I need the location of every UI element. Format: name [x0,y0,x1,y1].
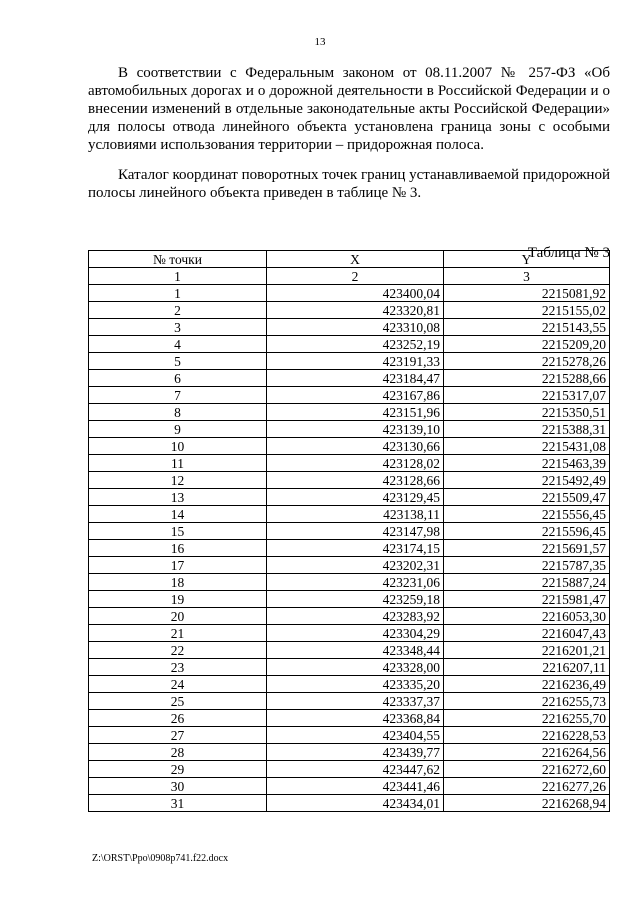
table-row [89,727,610,744]
x-coordinate-cell: 423252,19 [267,336,444,353]
header-y: Y [444,251,610,268]
table-row [89,336,610,353]
point-number-cell: 24 [89,676,267,693]
point-number-cell: 6 [89,370,267,387]
y-coordinate-cell: 2215143,55 [444,319,610,336]
y-coordinate-cell: 2216268,94 [444,795,610,812]
point-number-cell: 14 [89,506,267,523]
point-number-cell: 30 [89,778,267,795]
x-coordinate-cell: 423335,20 [267,676,444,693]
x-coordinate-cell: 423310,08 [267,319,444,336]
point-number-cell: 8 [89,404,267,421]
y-coordinate-cell: 2215209,20 [444,336,610,353]
x-coordinate-cell: 423434,01 [267,795,444,812]
point-number-cell: 22 [89,642,267,659]
paragraph-catalog-intro: Каталог координат поворотных точек границ устанавливаемой придорожной полосы линейного объекта приведен в таблице № 3. [88,167,610,201]
x-coordinate-cell: 423138,11 [267,506,444,523]
table-row [89,285,610,302]
y-coordinate-cell: 2215431,08 [444,438,610,455]
table-column-numbers-row [89,268,610,285]
y-coordinate-cell: 2216255,73 [444,693,610,710]
table-row [89,370,610,387]
table-row [89,489,610,506]
x-coordinate-cell: 423404,55 [267,727,444,744]
point-number-cell: 10 [89,438,267,455]
header-point-number: № точки [89,251,267,268]
table-row [89,353,610,370]
table-row [89,506,610,523]
point-number-cell: 29 [89,761,267,778]
table-row [89,761,610,778]
x-coordinate-cell: 423231,06 [267,574,444,591]
table-row [89,625,610,642]
table-row [89,472,610,489]
y-coordinate-cell: 2216053,30 [444,608,610,625]
y-coordinate-cell: 2215691,57 [444,540,610,557]
y-coordinate-cell: 2216201,21 [444,642,610,659]
table-row [89,421,610,438]
table-row [89,574,610,591]
x-coordinate-cell: 423283,92 [267,608,444,625]
point-number-cell: 28 [89,744,267,761]
table-row [89,557,610,574]
table-row [89,608,610,625]
x-coordinate-cell: 423128,66 [267,472,444,489]
point-number-cell: 25 [89,693,267,710]
x-coordinate-cell: 423151,96 [267,404,444,421]
point-number-cell: 23 [89,659,267,676]
point-number-cell: 1 [89,285,267,302]
point-number-cell: 18 [89,574,267,591]
x-coordinate-cell: 423129,45 [267,489,444,506]
point-number-cell: 19 [89,591,267,608]
table-header-row [89,251,610,268]
y-coordinate-cell: 2215155,02 [444,302,610,319]
point-number-cell: 16 [89,540,267,557]
table-row [89,710,610,727]
point-number-cell: 5 [89,353,267,370]
table-row [89,540,610,557]
table-row [89,438,610,455]
y-coordinate-cell: 2215556,45 [444,506,610,523]
y-coordinate-cell: 2215388,31 [444,421,610,438]
table-row [89,591,610,608]
table-caption: Таблица № 3 [527,245,610,261]
paragraph-legal-basis: В соответствии с Федеральным законом от 08.11.2007 № 257-ФЗ «Об автомобильных дорогах и о дорожной деятельности в Российской Федерации и о внесении изменений в отдельные законодательные акты Российской Федерации» для полосы отвода линейного объекта установлена граница зоны с особыми условиями использования территории – придорожная полоса. [88,65,610,153]
table-row [89,387,610,404]
y-coordinate-cell: 2215596,45 [444,523,610,540]
y-coordinate-cell: 2216255,70 [444,710,610,727]
point-number-cell: 17 [89,557,267,574]
x-coordinate-cell: 423147,98 [267,523,444,540]
table-row [89,404,610,421]
y-coordinate-cell: 2215463,39 [444,455,610,472]
file-path-footer: Z:\ORST\Ppo\0908p741.f22.docx [92,853,229,864]
point-number-cell: 9 [89,421,267,438]
x-coordinate-cell: 423128,02 [267,455,444,472]
x-coordinate-cell: 423202,31 [267,557,444,574]
x-coordinate-cell: 423368,84 [267,710,444,727]
x-coordinate-cell: 423328,00 [267,659,444,676]
y-coordinate-cell: 2215350,51 [444,404,610,421]
column-number-3: 3 [444,268,610,285]
column-number-2: 2 [267,268,444,285]
y-coordinate-cell: 2216264,56 [444,744,610,761]
table-row [89,659,610,676]
table-row [89,642,610,659]
table-row [89,795,610,812]
y-coordinate-cell: 2216207,11 [444,659,610,676]
table-row [89,455,610,472]
point-number-cell: 15 [89,523,267,540]
table-row [89,302,610,319]
y-coordinate-cell: 2216236,49 [444,676,610,693]
table-row [89,693,610,710]
point-number-cell: 3 [89,319,267,336]
point-number-cell: 12 [89,472,267,489]
header-x: X [267,251,444,268]
point-number-cell: 11 [89,455,267,472]
y-coordinate-cell: 2216228,53 [444,727,610,744]
column-number-1: 1 [89,268,267,285]
point-number-cell: 31 [89,795,267,812]
y-coordinate-cell: 2215787,35 [444,557,610,574]
x-coordinate-cell: 423400,04 [267,285,444,302]
x-coordinate-cell: 423167,86 [267,387,444,404]
point-number-cell: 20 [89,608,267,625]
x-coordinate-cell: 423191,33 [267,353,444,370]
point-number-cell: 2 [89,302,267,319]
point-number-cell: 27 [89,727,267,744]
x-coordinate-cell: 423320,81 [267,302,444,319]
y-coordinate-cell: 2216277,26 [444,778,610,795]
point-number-cell: 26 [89,710,267,727]
point-number-cell: 21 [89,625,267,642]
table-row [89,319,610,336]
x-coordinate-cell: 423441,46 [267,778,444,795]
x-coordinate-cell: 423139,10 [267,421,444,438]
y-coordinate-cell: 2215317,07 [444,387,610,404]
table-row [89,523,610,540]
x-coordinate-cell: 423130,66 [267,438,444,455]
table-row [89,778,610,795]
x-coordinate-cell: 423304,29 [267,625,444,642]
y-coordinate-cell: 2215981,47 [444,591,610,608]
x-coordinate-cell: 423337,37 [267,693,444,710]
table-row [89,744,610,761]
point-number-cell: 4 [89,336,267,353]
x-coordinate-cell: 423184,47 [267,370,444,387]
y-coordinate-cell: 2216047,43 [444,625,610,642]
table-row [89,676,610,693]
y-coordinate-cell: 2215509,47 [444,489,610,506]
y-coordinate-cell: 2215887,24 [444,574,610,591]
x-coordinate-cell: 423259,18 [267,591,444,608]
y-coordinate-cell: 2216272,60 [444,761,610,778]
point-number-cell: 13 [89,489,267,506]
page-number: 13 [314,36,326,48]
x-coordinate-cell: 423439,77 [267,744,444,761]
y-coordinate-cell: 2215081,92 [444,285,610,302]
x-coordinate-cell: 423447,62 [267,761,444,778]
x-coordinate-cell: 423348,44 [267,642,444,659]
y-coordinate-cell: 2215278,26 [444,353,610,370]
y-coordinate-cell: 2215288,66 [444,370,610,387]
point-number-cell: 7 [89,387,267,404]
coordinates-table [88,250,610,812]
x-coordinate-cell: 423174,15 [267,540,444,557]
y-coordinate-cell: 2215492,49 [444,472,610,489]
